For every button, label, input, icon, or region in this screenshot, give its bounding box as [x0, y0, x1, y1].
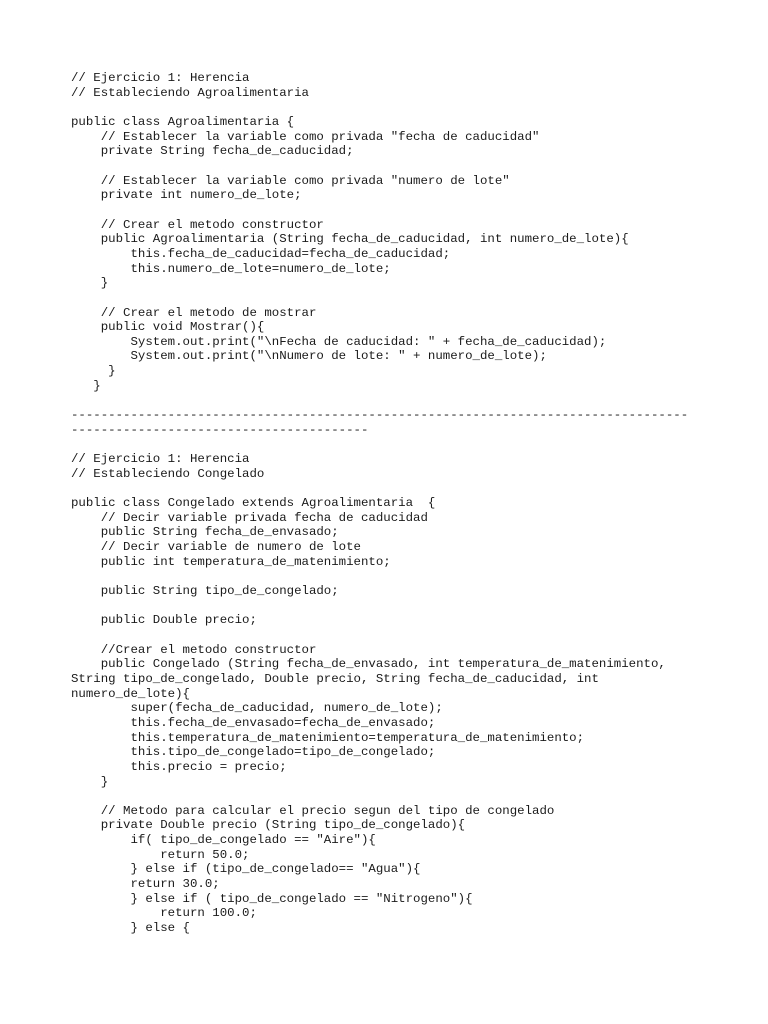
code-line: } else if (tipo_de_congelado== "Agua"){ — [71, 862, 421, 877]
code-line: } else if ( tipo_de_congelado == "Nitrogeno"){ — [71, 891, 473, 906]
code-line: this.temperatura_de_matenimiento=temperatura_de_matenimiento; — [71, 730, 585, 745]
code-line: private String fecha_de_caducidad; — [71, 144, 354, 159]
code-line: this.numero_de_lote=numero_de_lote; — [71, 261, 391, 276]
code-line — [71, 393, 711, 408]
code-line: numero_de_lote){ — [71, 686, 190, 701]
code-line — [71, 789, 711, 804]
code-line: if( tipo_de_congelado == "Aire"){ — [71, 833, 376, 848]
code-line: } else { — [71, 921, 190, 936]
code-line: return 30.0; — [71, 877, 220, 892]
code-line: return 100.0; — [71, 906, 257, 921]
code-line: // Decir variable privada fecha de caducidad — [71, 510, 428, 525]
code-line: this.precio = precio; — [71, 759, 287, 774]
code-line: // Establecer la variable como privada "numero de lote" — [71, 173, 510, 188]
code-line: this.tipo_de_congelado=tipo_de_congelado; — [71, 745, 436, 760]
code-line: public Double precio; — [71, 613, 257, 628]
code-line — [71, 100, 711, 115]
code-line: // Crear el metodo constructor — [71, 217, 324, 232]
code-line: } — [71, 774, 109, 789]
code-line — [71, 599, 711, 614]
code-line: public class Agroalimentaria { — [71, 114, 295, 129]
code-line: super(fecha_de_caducidad, numero_de_lote); — [71, 701, 443, 716]
code-line — [71, 628, 711, 643]
code-line: System.out.print("\nNumero de lote: " + numero_de_lote); — [71, 349, 547, 364]
code-line: // Crear el metodo de mostrar — [71, 305, 317, 320]
code-line — [71, 569, 711, 584]
code-line — [71, 291, 711, 306]
code-line: public int temperatura_de_matenimiento; — [71, 554, 391, 569]
code-line — [71, 203, 711, 218]
code-line: } — [71, 276, 109, 291]
code-line: return 50.0; — [71, 847, 250, 862]
code-line: } — [71, 364, 116, 379]
code-line: System.out.print("\nFecha de caducidad: " + fecha_de_caducidad); — [71, 334, 607, 349]
code-line: // Estableciendo Congelado — [71, 466, 265, 481]
code-line: private int numero_de_lote; — [71, 188, 302, 203]
code-line: this.fecha_de_caducidad=fecha_de_caducidad; — [71, 246, 451, 261]
code-line: // Metodo para calcular el precio segun del tipo de congelado — [71, 803, 555, 818]
code-line: public String fecha_de_envasado; — [71, 525, 339, 540]
code-line: } — [71, 378, 101, 393]
code-line — [71, 159, 711, 174]
code-line: String tipo_de_congelado, Double precio, String fecha_de_caducidad, int — [71, 671, 599, 686]
code-line: public Agroalimentaria (String fecha_de_caducidad, int numero_de_lote){ — [71, 232, 629, 247]
code-line: // Establecer la variable como privada "fecha de caducidad" — [71, 129, 540, 144]
code-line: public Congelado (String fecha_de_envasado, int temperatura_de_matenimiento, — [71, 657, 666, 672]
code-line: public String tipo_de_congelado; — [71, 583, 339, 598]
code-line — [71, 437, 711, 452]
code-line: // Estableciendo Agroalimentaria — [71, 85, 309, 100]
code-line — [71, 481, 711, 496]
code-listing — [71, 71, 711, 936]
code-line: public void Mostrar(){ — [71, 320, 265, 335]
code-line: private Double precio (String tipo_de_congelado){ — [71, 818, 466, 833]
code-line: // Decir variable de numero de lote — [71, 540, 361, 554]
code-line: // Ejercicio 1: Herencia — [71, 71, 250, 85]
code-line: // Ejercicio 1: Herencia — [71, 452, 250, 467]
code-line: public class Congelado extends Agroalimentaria { — [71, 496, 436, 511]
code-line: ---------------------------------------- — [71, 422, 369, 437]
code-line: ----------------------------------------------------------------------------------- — [71, 408, 689, 423]
code-line: this.fecha_de_envasado=fecha_de_envasado; — [71, 715, 436, 730]
code-line: //Crear el metodo constructor — [71, 642, 317, 657]
